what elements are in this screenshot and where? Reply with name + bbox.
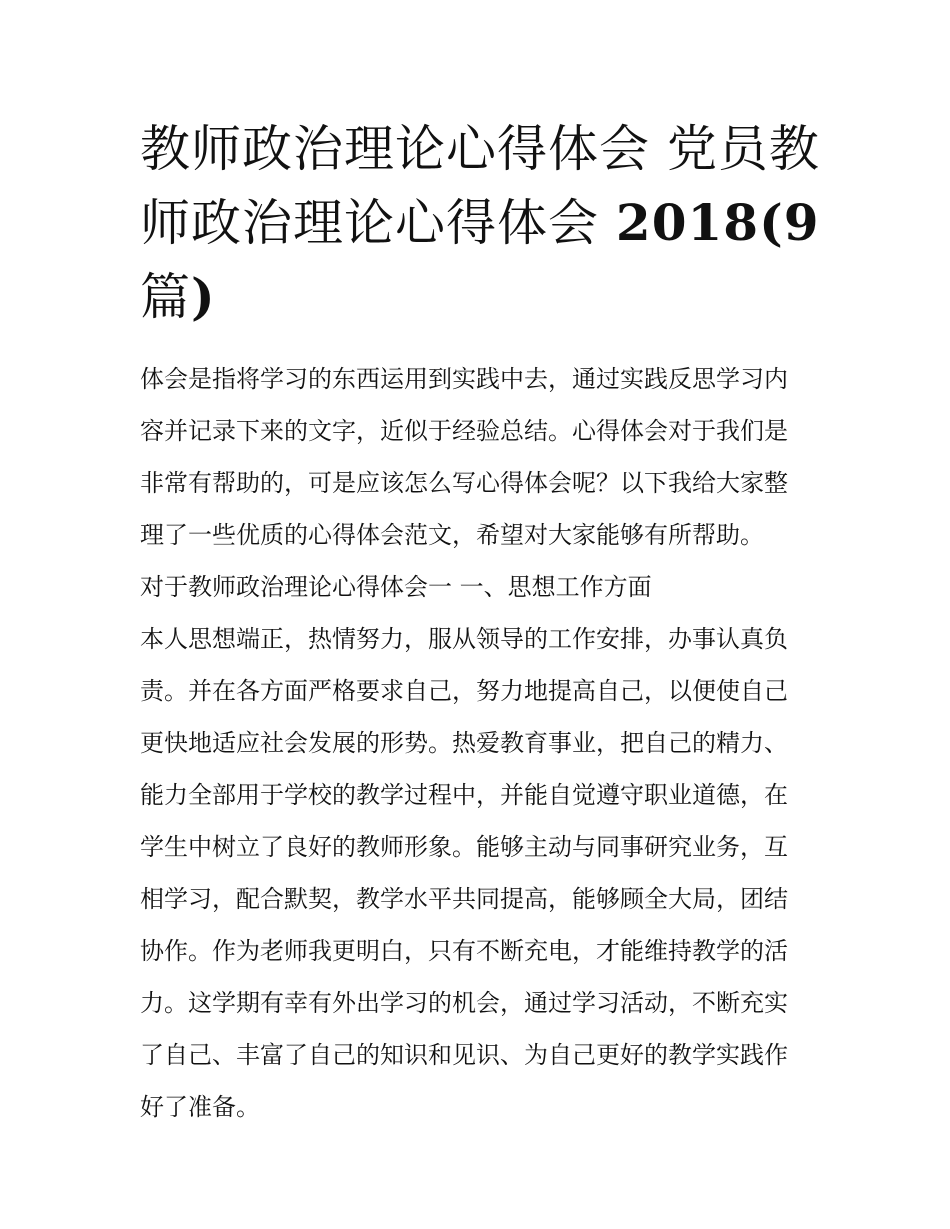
body-line: 了自己、丰富了自己的知识和见识、为自己更好的教学实践作	[140, 1041, 788, 1069]
intro-line: 理了一些优质的心得体会范文，希望对大家能够有所帮助。	[140, 521, 764, 549]
body-line: 相学习，配合默契，教学水平共同提高，能够顾全大局，团结	[140, 885, 788, 913]
body-line: 更快地适应社会发展的形势。热爱教育事业，把自己的精力、	[140, 729, 788, 757]
body-line: 好了准备。	[140, 1093, 260, 1121]
intro-line: 非常有帮助的，可是应该怎么写心得体会呢？以下我给大家整	[140, 469, 788, 497]
body-line: 本人思想端正，热情努力，服从领导的工作安排，办事认真负	[140, 625, 788, 653]
intro-line: 体会是指将学习的东西运用到实践中去，通过实践反思学习内	[140, 365, 788, 393]
intro-line: 容并记录下来的文字，近似于经验总结。心得体会对于我们是	[140, 417, 788, 445]
section-heading-text: 对于教师政治理论心得体会一 一、思想工作方面	[140, 573, 652, 601]
section-heading	[140, 561, 820, 613]
title-line-3: 篇)	[140, 267, 216, 326]
body-line: 力。这学期有幸有外出学习的机会，通过学习活动，不断充实	[140, 989, 788, 1017]
body-line: 协作。作为老师我更明白，只有不断充电，才能维持教学的活	[140, 937, 788, 965]
body-line: 学生中树立了良好的教师形象。能够主动与同事研究业务，互	[140, 833, 788, 861]
intro-paragraph	[140, 353, 820, 561]
document-title	[140, 112, 820, 334]
body-line: 能力全部用于学校的教学过程中，并能自觉遵守职业道德，在	[140, 781, 788, 809]
title-line-1: 教师政治理论心得体会 党员教	[140, 120, 820, 178]
title-line-2: 师政治理论心得体会 2018(9	[140, 193, 820, 252]
body-paragraph	[140, 613, 820, 1133]
body-line: 责。并在各方面严格要求自己，努力地提高自己，以便使自己	[140, 677, 788, 705]
